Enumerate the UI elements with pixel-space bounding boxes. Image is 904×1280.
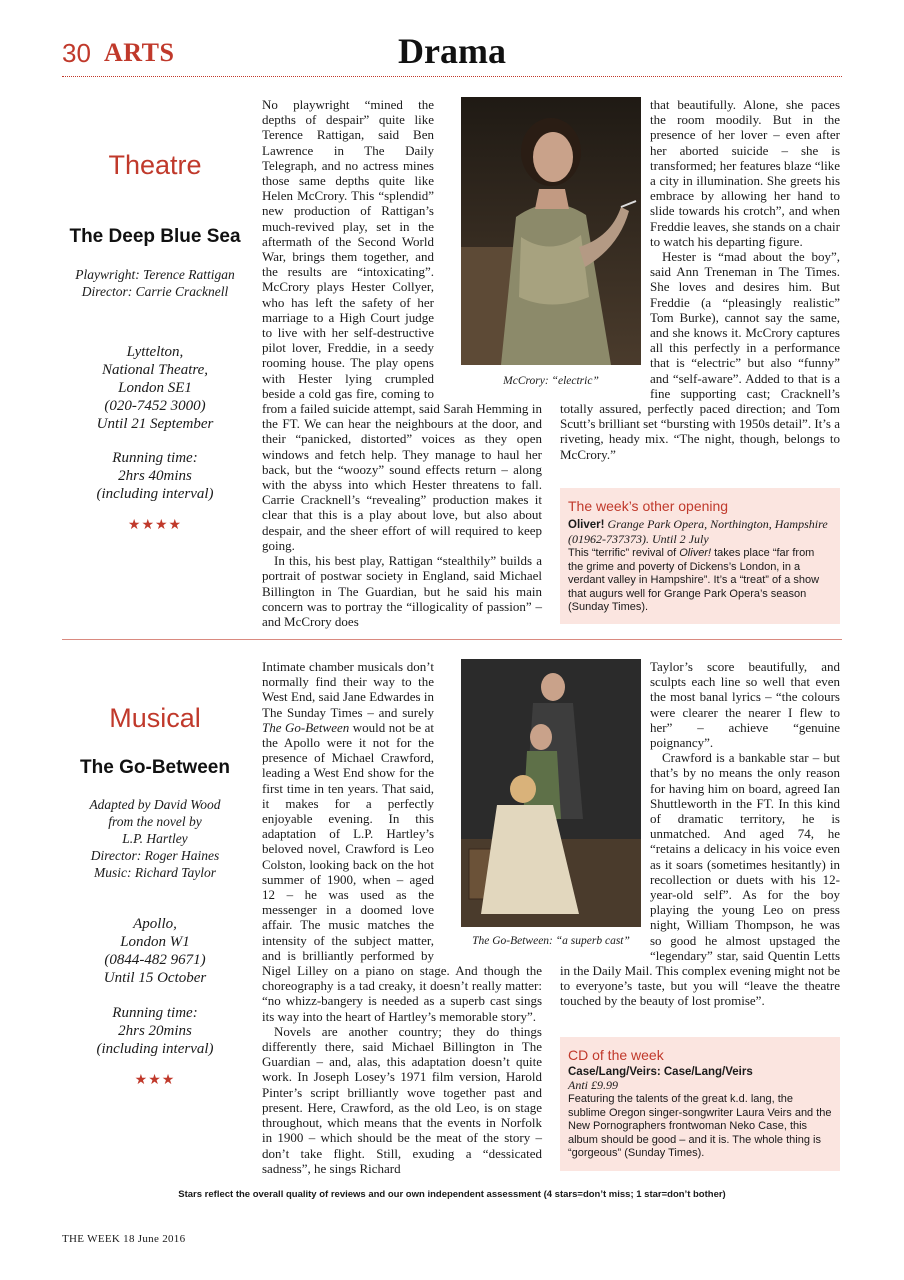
running-time: [62, 1004, 248, 1058]
venue-line: Lyttelton,: [126, 344, 184, 360]
box-title: Case/Lang/Veirs: Case/Lang/Veirs: [568, 1066, 753, 1078]
article-italic: The Go-Between: [262, 719, 350, 735]
show-title: The Deep Blue Sea: [69, 226, 241, 247]
running-line: 2hrs 20mins: [118, 1023, 192, 1039]
credits: [62, 796, 248, 881]
director-credit: Director: Carrie Cracknell: [81, 284, 229, 299]
article-paragraph: Novels are another country; they do things differently there, said Michael Billington in The Guardian – and, alas, this adaptation doesn’t quite work. In Joseph Losey’s 1971 film version, Harold Pinter’s script brilliantly wove together past and present. Here, Crawford, as the old Leo, is on stage throughout, which means that the events in Norfolk in 1900 – which should be the meat of the story – don’t take flight. Still, exuding a “dessicated sadness”, he sings Richard: [262, 1023, 542, 1176]
star-rating: ★★★★: [127, 518, 183, 533]
photo-caption: McCrory: “electric”: [503, 375, 599, 387]
article-paragraph: that beautifully. Alone, she paces the room moodily. But in the presence of her lover – even after her aborted suicide – she is transformed; her features blaze “like a city in illumination. She greets his embrace by allowing her hand to slide towards his crotch”, and when Freddie leaves, she stands on a chair to watch his departing figure.: [650, 97, 840, 249]
page-footer: THE WEEK 18 June 2016: [62, 1233, 186, 1245]
running-line: Running time:: [112, 450, 198, 466]
box-body: [568, 547, 832, 615]
theatre-sidebar: [62, 150, 248, 534]
page-title: Drama: [398, 31, 506, 71]
box-body-text: This “terrific” revival of: [568, 547, 680, 559]
venue-info: [62, 915, 248, 987]
venue-dates: Until 21 September: [96, 416, 214, 432]
section-label: ARTS: [104, 38, 175, 67]
credit-line: Director: Roger Haines: [90, 848, 220, 863]
genre-label: Musical: [109, 703, 201, 733]
section-divider: [62, 639, 842, 640]
venue-line: Apollo,: [133, 916, 177, 932]
venue-phone: (0844-482 9671): [104, 952, 206, 968]
header-rule: [62, 76, 842, 77]
article-paragraph: No playwright “mined the depths of despair” quite like Terence Rattigan, said Ben Lawrence in The Daily Telegraph, and no actress mines those same depths quite like Helen McCrory. This “splendid” new production of Rattigan’s much-revived play, set in the aftermath of the Second World War, brings them together, and the results are “intoxicating”. McCrory plays Hester Collyer, who has left the safety of her marriage to a High Court judge to live with her self-destructive pilot lover, Freddie, in a seedy rooming house. The play opens with Hester lying crumpled beside a cold gas fire, coming to from a failed suicide attempt, said Sarah Hemming in the FT. We can hear the neighbours at the door, and their “panicked, distorted” voices as they open windows and fetch help. They manage to haul her back, but the “woozy” sound effects return – along with the abyss into which Hester threatens to fall. Carrie Cracknell’s “revealing” production makes it clear that this is a play about love, but also about despair, and the sheer effort of will required to keep going.: [262, 97, 542, 553]
venue-line: London W1: [120, 934, 190, 950]
genre-label: Theatre: [108, 150, 202, 180]
box-heading: CD of the week: [568, 1047, 664, 1063]
article-text: would not be at the Apollo were it not for the presence of Michael Crawford, leading a West End show for the first time in ten years. That said, it makes for a perfectly enjoyable evening. In this adaptation of L.P. Hartley’s beloved novel, Crawford is Leo Colston, looking back on the hot summer of 1900, when – aged 12 – he was used as the messenger in a doomed love affair. The music matches the intensity of the subject matter, and is brilliantly performed by Nigel Lilley on a piano on stage. And though the choreography is a tad creaky, it doesn’t really matter: “no whizz-bangery is needed as a superb cast sings its way into the heart of Hartley’s memorable story”.: [262, 719, 542, 1024]
box-details: Anti £9.99: [568, 1078, 618, 1092]
running-line: (including interval): [96, 1041, 214, 1057]
article-paragraph: Taylor’s score beautifully, and sculpts each line so well that even the most banal lyrics – “the colours were clearer the nearer I flew to her” – achieve “genuine poignancy”.: [650, 659, 840, 751]
box-body-italic: Oliver!: [679, 547, 712, 559]
venue-phone: (020-7452 3000): [104, 398, 206, 414]
float-spacer: [560, 659, 650, 961]
venue-info: [62, 343, 248, 433]
box-body-text: takes place “far from the grime and poverty of Dickens’s London, in a verdant valley in Hampshire”. It’s a “treat” of a show that augurs well for Grange Park Opera’s season (Sunday Times).: [568, 547, 820, 613]
article-paragraph: In this, his best play, Rattigan “stealthily” builds a portrait of postwar society in England, said Michael Billington in The Guardian, but he said his main concern was to portray the “illogicality of passion” – and McCrory does: [262, 553, 542, 629]
box-heading: The week’s other opening: [568, 498, 729, 514]
page-number: 30: [62, 38, 91, 68]
article-text: Intimate chamber musicals don’t normally find their way to the West End, said Jane Edwardes in The Sunday Times – and surely: [262, 659, 434, 720]
other-opening-box: [560, 488, 840, 624]
star-rating: ★★★: [134, 1073, 176, 1088]
box-body: Featuring the talents of the great k.d. lang, the sublime Oregon singer-songwriter Laura Veirs and the New Pornographers frontwoman Neko Case, this album should be good – and it is. The whole thing is “gorgeous” (Sunday Times).: [568, 1093, 832, 1159]
show-title: The Go-Between: [80, 757, 230, 778]
article-paragraph: Hester is “mad about the boy”, said Ann Treneman in The Times. She loves and desires him. But Freddie (a “pleasingly realistic” Tom Burke), cannot say the same, and she knows it. McCrory captures all this perfectly in a performance that is “electric” but also “funny” and “self-aware”. Added to that is a fine supporting cast; Cracknell’s totally assured, perfectly paced direction; and Tom Scutt’s brilliant set “bursting with 1950s detail”. It’s a riveting, heady mix. “The night, though, belongs to McCrory.”: [560, 249, 840, 462]
float-spacer: [560, 97, 650, 399]
playwright-credit: Playwright: Terence Rattigan: [75, 267, 235, 282]
musical-sidebar: [62, 703, 248, 1089]
box-details: Grange Park Opera, Northington, Hampshire (01962-737373). Until 2 July: [568, 517, 828, 546]
credit-line: Music: Richard Taylor: [94, 865, 216, 880]
musical-article-col2: [560, 659, 840, 1009]
venue-line: National Theatre,: [101, 362, 209, 378]
article-paragraph: Crawford is a bankable star – but that’s by no means the only reason for having him on board, agreed Ian Shuttleworth in the FT. In this kind of dramatic territory, he is unmatched. And aged 74, he “retains a delicacy in his voice even as it soars (sometimes hesitantly) in recollection or duets with his 12-year-old self”. As for the boy playing the young Leo on press night, William Thompson, he was so good he almost upstaged the “legendary” star, said Quentin Letts in the Daily Mail. This complex evening might not be to everyone’s taste, but you will “leave the theatre touched by the beauty of lost promise”.: [560, 750, 840, 1009]
credit-line: Adapted by David Wood: [89, 797, 221, 812]
star-rating-footnote: Stars reflect the overall quality of reviews and our own independent assessment (4 stars=don’t miss; 1 star=don’t bother): [178, 1189, 726, 1200]
venue-dates: Until 15 October: [103, 970, 207, 986]
theatre-article-col2: [560, 97, 840, 462]
cd-of-week-box: [560, 1037, 840, 1171]
running-line: Running time:: [112, 1005, 198, 1021]
running-line: (including interval): [96, 486, 214, 502]
box-title: Oliver!: [568, 519, 605, 531]
credit-line: from the novel by: [108, 814, 202, 829]
credit-line: L.P. Hartley: [122, 831, 188, 846]
running-line: 2hrs 40mins: [118, 468, 192, 484]
photo-caption: The Go-Between: “a superb cast”: [472, 935, 630, 947]
running-time: [62, 449, 248, 503]
venue-line: London SE1: [118, 380, 192, 396]
